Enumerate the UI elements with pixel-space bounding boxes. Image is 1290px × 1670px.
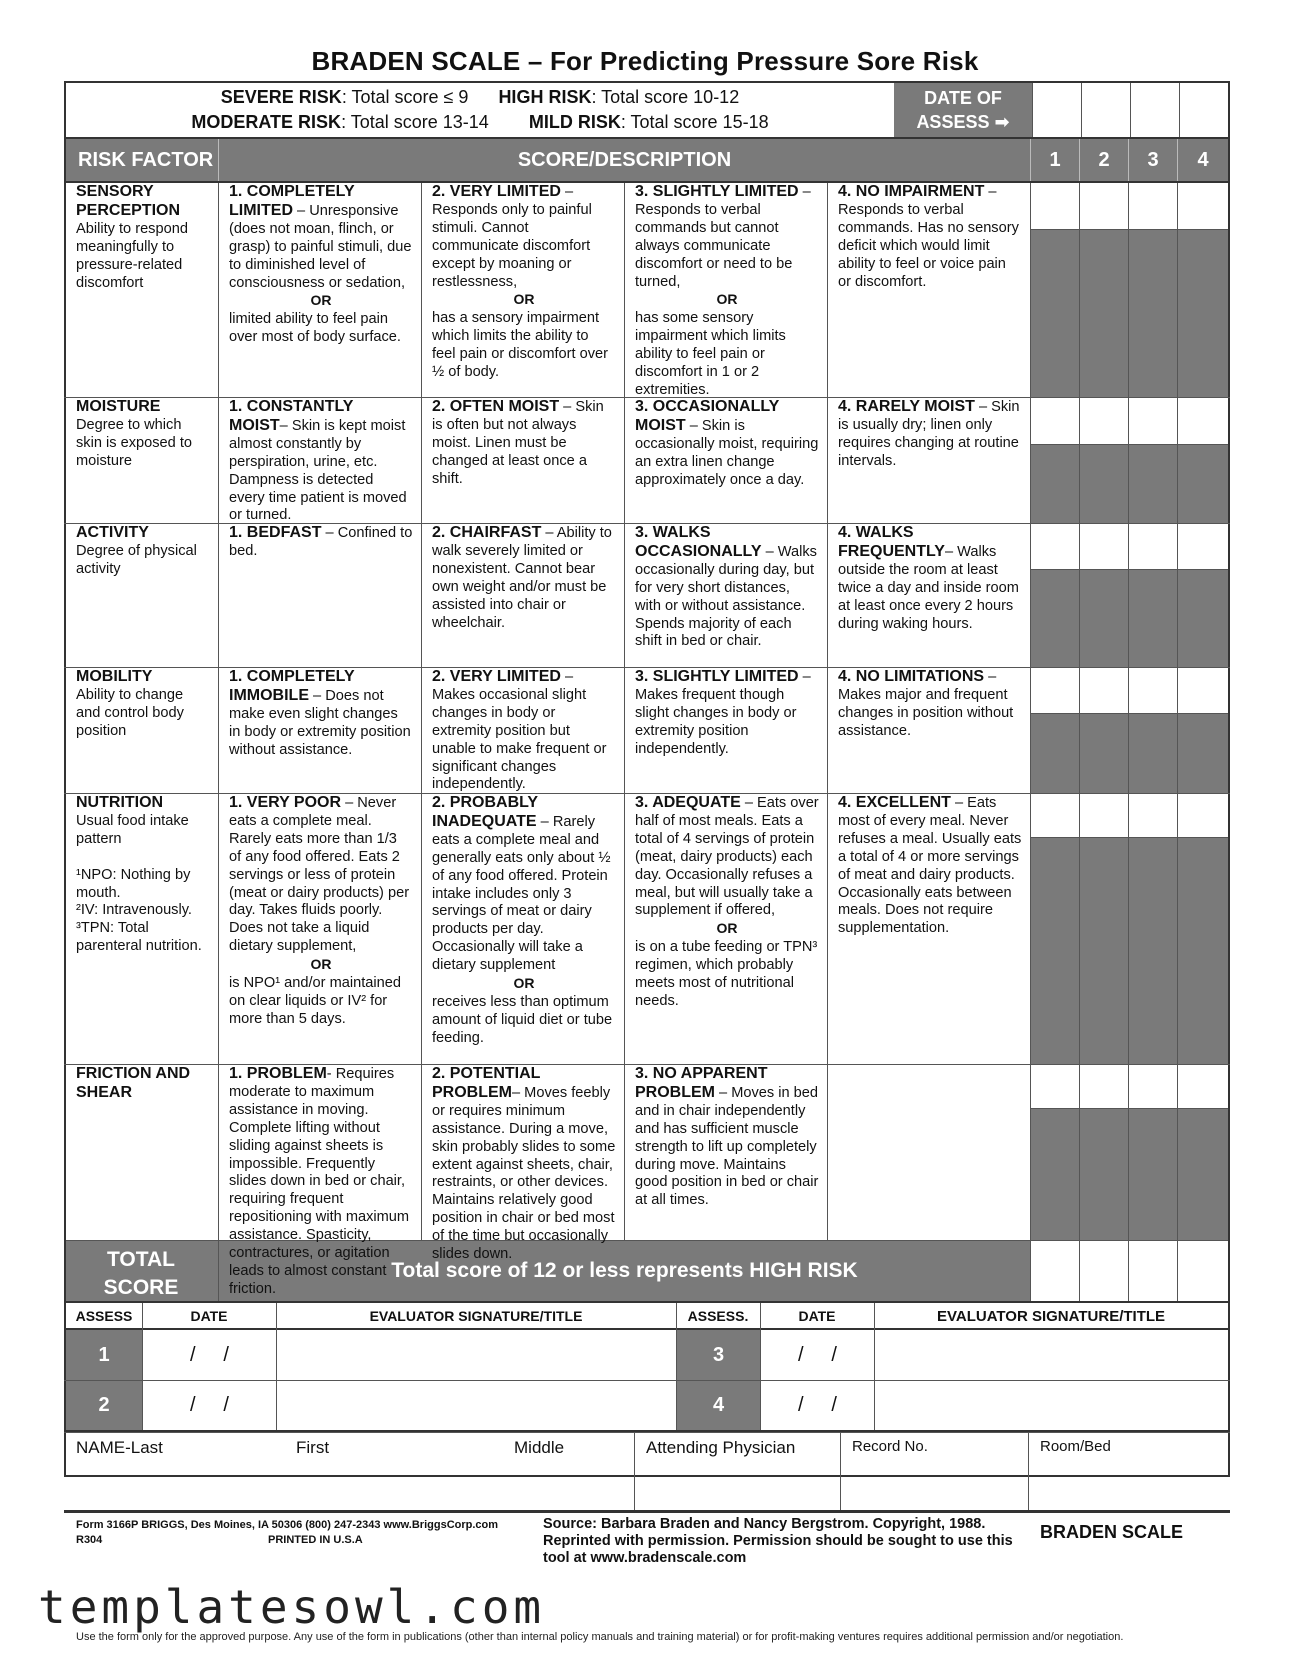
score-box-nutrition-3[interactable]: [1129, 837, 1177, 1064]
score-box-moisture-1[interactable]: [1031, 444, 1079, 523]
assess-date-4[interactable]: / /: [798, 1394, 837, 1416]
score-box-sensory-1[interactable]: [1031, 229, 1079, 397]
score-box-activity-1[interactable]: [1031, 569, 1079, 667]
usage-disclaimer: Use the form only for the approved purpose. Any use of the form in publications (other than internal policy manuals and training material) or for profit-making ventures requires additional permission and/or negotiation.: [76, 1631, 1124, 1643]
assess-num-2: 2: [66, 1381, 142, 1430]
score-box-activity-3[interactable]: [1129, 569, 1177, 667]
date-field-1[interactable]: [1032, 83, 1081, 137]
evaluator-header: EVALUATOR SIGNATURE/TITLE: [369, 1308, 583, 1324]
name-first-label[interactable]: First: [296, 1438, 330, 1457]
note-iv: ²IV: Intravenously.: [76, 902, 192, 919]
high-risk-text: : Total score 10-12: [591, 87, 740, 107]
risk-legend: [64, 81, 1230, 137]
room-bed-label[interactable]: Room/Bed: [1040, 1438, 1111, 1455]
form-number: Form 3166P BRIGGS, Des Moines, IA 50306 (800) 247-2343 www.BriggsCorp.com: [76, 1519, 499, 1531]
total-score-field-1[interactable]: [1031, 1241, 1079, 1301]
moisture-score-2: 2. OFTEN MOIST – Skin is often but not always moist. Linen must be changed at least once a shift.: [432, 398, 604, 487]
sensory-score-1: 1. COMPLETELY LIMITED – Unresponsive (does not moan, flinch, or grasp) to painful stimuli, due to diminished level of consciousness or sedation, OR limited ability to feel pain over most of body surface.: [229, 183, 412, 346]
score-box-moisture-4[interactable]: [1178, 444, 1228, 523]
factor-mobility: MOBILITY Ability to change and control body position: [76, 668, 184, 739]
header-col-1: 1: [1030, 139, 1079, 181]
score-box-activity-2[interactable]: [1080, 569, 1128, 667]
score-box-sensory-2[interactable]: [1080, 229, 1128, 397]
source-citation: Source: Barbara Braden and Nancy Bergstrom. Copyright, 1988. Reprinted with permission. Permission should be sought to use this tool at www.bradenscale.com: [543, 1516, 1013, 1566]
assess-header: ASSESS: [75, 1308, 133, 1324]
factor-nutrition: NUTRITION Usual food intake pattern ¹NPO: Nothing by mouth. ²IV: Intravenously. ³TPN: Total parenteral nutrition.: [76, 794, 202, 955]
score-box-activity-4[interactable]: [1178, 569, 1228, 667]
page-title: BRADEN SCALE – For Predicting Pressure Sore Risk: [311, 46, 979, 76]
activity-score-2: 2. CHAIRFAST – Ability to walk severely limited or nonexistent. Cannot bear own weight and/or must be assisted into chair or wheelchair.: [432, 524, 612, 631]
score-box-moisture-2[interactable]: [1080, 444, 1128, 523]
score-box-mobility-2[interactable]: [1080, 713, 1128, 793]
score-box-mobility-3[interactable]: [1129, 713, 1177, 793]
evaluator-signature-2[interactable]: [277, 1381, 676, 1430]
friction-score-1: 1. PROBLEM- Requires moderate to maximum assistance in moving. Complete lifting without sliding against sheets is impossible. Frequently slides down in bed or chair, requiring frequent repositioning with maximum assistance. Spasticity, contractures, or agitation leads to almost constant friction.: [229, 1065, 410, 1297]
total-score-text: Total score of 12 or less represents HIGH RISK: [391, 1258, 858, 1282]
nutrition-score-1: 1. VERY POOR – Never eats a complete meal. Rarely eats more than 1/3 of any food offered. Eats 2 servings or less of protein (meat or dairy products) per day. Takes fluids poorly. Does not take a liquid dietary supplement, OR is NPO¹ and/or maintained on clear liquids or IV² for more than 5 days.: [229, 794, 410, 1027]
total-score-field-4[interactable]: [1178, 1241, 1228, 1301]
assess-date-3[interactable]: / /: [798, 1343, 837, 1366]
assess-num-3: 3: [677, 1330, 760, 1380]
total-score-field-2[interactable]: [1080, 1241, 1128, 1301]
score-box-friction-1[interactable]: [1031, 1108, 1079, 1240]
factor-activity: ACTIVITY Degree of physical activity: [76, 524, 197, 577]
attending-physician-label[interactable]: Attending Physician: [646, 1438, 796, 1457]
mild-risk-label: MILD RISK: [528, 112, 621, 132]
factor-sensory: SENSORY PERCEPTION Ability to respond meaningfully to pressure-related discomfort: [76, 183, 188, 291]
header-col-3: 3: [1128, 139, 1177, 181]
factor-moisture: MOISTURE Degree to which skin is exposed to moisture: [76, 398, 193, 469]
assess-header-2: ASSESS.: [687, 1308, 749, 1324]
score-box-moisture-3[interactable]: [1129, 444, 1177, 523]
watermark: templatesowl.com: [38, 1580, 546, 1634]
form-revision: R304: [76, 1534, 103, 1546]
score-box-friction-2[interactable]: [1080, 1108, 1128, 1240]
sensory-score-3: 3. SLIGHTLY LIMITED – Responds to verbal commands but cannot always communicate discomfort or need to be turned, OR has some sensory impairment which limits ability to feel pain or discomfort in 1 or 2 extremities.: [635, 183, 811, 398]
factor-friction: FRICTION AND SHEAR: [76, 1065, 191, 1101]
assess-date-2[interactable]: / /: [190, 1394, 229, 1416]
note-npo: ¹NPO: Nothing by mouth.: [76, 866, 191, 901]
score-box-nutrition-1[interactable]: [1031, 837, 1079, 1064]
moderate-risk-label: MODERATE RISK: [191, 112, 342, 132]
mobility-score-4: 4. NO LIMITATIONS – Makes major and frequent changes in position without assistance.: [838, 668, 1014, 739]
moderate-risk-text: : Total score 13-14: [341, 112, 489, 132]
mobility-score-3: 3. SLIGHTLY LIMITED – Makes frequent though slight changes in body or extremity position independently.: [635, 668, 811, 757]
friction-score-2: 2. POTENTIAL PROBLEM– Moves feebly or requires minimum assistance. During a move, skin probably slides to some extent against sheets, chair, restraints, or other devices. Maintains relatively good position in chair or bed most of the time but occasionally slides down.: [432, 1065, 616, 1263]
header-col-4: 4: [1177, 139, 1228, 181]
nutrition-score-3: 3. ADEQUATE – Eats over half of most meals. Eats a total of 4 servings of protein (meat, dairy products) each day. Occasionally refuses a meal, but will usually take a supplement if offered, OR is on a tube feeding or TPN³ regimen, which probably meets most of nutritional needs.: [635, 794, 819, 1009]
evaluator-signature-1[interactable]: [277, 1330, 676, 1380]
date-header: DATE: [190, 1308, 228, 1324]
date-of-assess-label: DATE OF ASSESS ➡: [894, 83, 1032, 137]
sensory-score-2: 2. VERY LIMITED – Responds only to painful stimuli. Cannot communicate discomfort except by moaning or restlessness, OR has a sensory impairment which limits the ability to feel pain or discomfort over ½ of body.: [432, 183, 609, 381]
severe-risk-text: : Total score ≤ 9: [341, 87, 469, 107]
evaluator-signature-3[interactable]: [875, 1330, 1228, 1380]
moisture-score-4: 4. RARELY MOIST – Skin is usually dry; linen only requires changing at routine intervals.: [838, 398, 1020, 469]
moisture-score-1: 1. CONSTANTLY MOIST– Skin is kept moist almost constantly by perspiration, urine, etc. Dampness is detected every time patient is moved or turned.: [229, 398, 407, 524]
activity-score-1: 1. BEDFAST – Confined to bed.: [229, 524, 413, 559]
braden-scale-brand: BRADEN SCALE: [1040, 1522, 1184, 1542]
nutrition-score-2: 2. PROBABLY INADEQUATE – Rarely eats a complete meal and generally eats only about ½ of any food offered. Protein intake includes only 3 servings of meat or dairy products per day. Occasionally will take a dietary supplement OR receives less than optimum amount of liquid diet or tube feeding.: [432, 794, 613, 1046]
printed-in-usa: PRINTED IN U.S.A: [268, 1534, 363, 1546]
record-no-label[interactable]: Record No.: [852, 1438, 928, 1455]
total-score-label: TOTAL SCORE: [103, 1248, 179, 1299]
score-box-mobility-4[interactable]: [1178, 713, 1228, 793]
name-middle-label[interactable]: Middle: [514, 1438, 565, 1457]
mobility-score-1: 1. COMPLETELY IMMOBILE – Does not make even slight changes in body or extremity position without assistance.: [229, 668, 411, 758]
mild-risk-text: : Total score 15-18: [620, 112, 769, 132]
assess-num-4: 4: [677, 1381, 760, 1430]
sensory-score-4: 4. NO IMPAIRMENT – Responds to verbal commands. Has no sensory deficit which would limit ability to feel or voice pain or discomfort.: [838, 183, 1019, 290]
activity-score-3: 3. WALKS OCCASIONALLY – Walks occasionally during day, but for very short distances, with or without assistance. Spends majority of each shift in bed or chair.: [635, 524, 817, 650]
nutrition-score-4: 4. EXCELLENT – Eats most of every meal. Never refuses a meal. Usually eats a total of 4 or more servings of meat and dairy products. Occasionally eats between meals. Does not require supplementation.: [838, 794, 1022, 937]
severe-risk-label: SEVERE RISK: [220, 87, 342, 107]
evaluator-header-2: EVALUATOR SIGNATURE/TITLE: [936, 1308, 1166, 1325]
score-box-nutrition-2[interactable]: [1080, 837, 1128, 1064]
score-box-sensory-4[interactable]: [1178, 229, 1228, 397]
friction-score-3: 3. NO APPARENT PROBLEM – Moves in bed and in chair independently and has sufficient muscle strength to lift up completely during move. Maintains good position in bed or chair at all times.: [635, 1065, 819, 1209]
assess-num-1: 1: [66, 1330, 142, 1380]
evaluator-signature-4[interactable]: [875, 1381, 1228, 1430]
score-box-nutrition-4[interactable]: [1178, 837, 1228, 1064]
score-box-friction-3[interactable]: [1129, 1108, 1177, 1240]
mobility-score-2: 2. VERY LIMITED – Makes occasional slight changes in body or extremity position but unable to make frequent or significant changes independently.: [432, 668, 607, 793]
date-field-2[interactable]: [1081, 83, 1130, 137]
moisture-score-3: 3. OCCASIONALLY MOIST – Skin is occasionally moist, requiring an extra linen change approximately once a day.: [635, 398, 819, 488]
date-field-4[interactable]: [1179, 83, 1228, 137]
date-header-2: DATE: [798, 1308, 836, 1324]
activity-score-4: 4. WALKS FREQUENTLY– Walks outside the room at least twice a day and inside room at least once every 2 hours during waking hours.: [838, 524, 1019, 632]
assess-date-1[interactable]: / /: [190, 1343, 229, 1366]
date-field-3[interactable]: [1130, 83, 1179, 137]
header-risk-factor: RISK FACTOR: [78, 148, 214, 171]
header-col-2: 2: [1079, 139, 1128, 181]
name-last-label[interactable]: NAME-Last: [76, 1438, 163, 1457]
high-risk-label: HIGH RISK: [498, 87, 592, 107]
score-box-friction-4[interactable]: [1178, 1108, 1228, 1240]
score-box-sensory-3[interactable]: [1129, 229, 1177, 397]
score-box-mobility-1[interactable]: [1031, 713, 1079, 793]
total-score-field-3[interactable]: [1129, 1241, 1177, 1301]
header-score-description: SCORE/DESCRIPTION: [218, 139, 1030, 181]
note-tpn: ³TPN: Total parenteral nutrition.: [76, 920, 202, 955]
